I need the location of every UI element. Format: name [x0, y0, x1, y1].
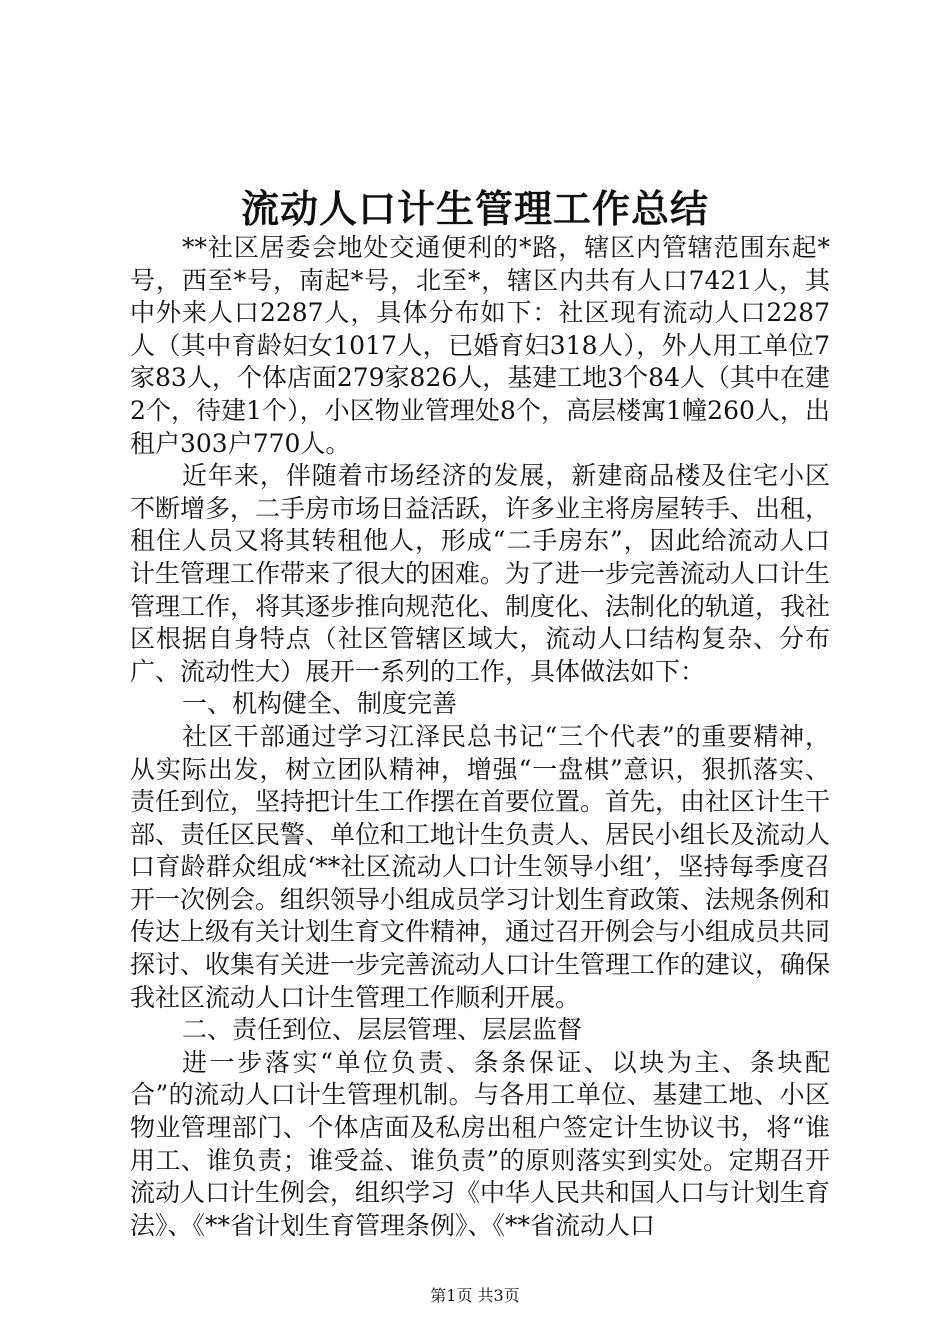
paragraph-population-overview: **社区居委会地处交通便利的*路，辖区内管辖范围东起*号，西至*号，南起*号，北至*，辖区内共有人口7421人，其中外来人口2287人，具体分布如下：社区现有流动人口2287人（其中育龄妇女1017人，已婚育妇318人），外人用工单位7家83人，个体店面279家826人，基建工地3个84人（其中在建2个，待建1个），小区物业管理处8个，高层楼寓1幢260人，出租户303户770人。 [130, 233, 830, 458]
page-footer: 第1页 共3页 [430, 1286, 520, 1305]
paragraph-responsibility: 进一步落实“单位负责、条条保证、以块为主、条块配合”的流动人口计生管理机制。与各用工单位、基建工地、小区物业管理部门、个体店面及私房出租户签定计生协议书，将“谁用工、谁负责；谁受益、谁负责”的原则落实到实处。定期召开流动人口计生例会，组织学习《中华人民共和国人口与计划生育法》、《**省计划生育管理条例》、《**省流动人口 [130, 1047, 831, 1240]
document-title: 流动人口计生管理工作总结 [240, 186, 709, 231]
document-body [130, 232, 830, 1242]
section-heading-1: 一、机构健全、制度完善 [182, 689, 458, 719]
paragraph-organization: 社区干部通过学习江泽民总书记“三个代表”的重要精神，从实际出发，树立团队精神，增强“一盘棋”意识，狠抓落实、责任到位，坚持把计生工作摆在首要位置。首先，由社区计生干部、责任区民警、单位和工地计生负责人、居民小组长及流动人口育龄群众组成‘**社区流动人口计生领导小组’，坚持每季度召开一次例会。组织领导小组成员学习计划生育政策、法规条例和传达上级有关计划生育文件精神，通过召开例会与小组成员共同探讨、收集有关进一步完善流动人口计生管理工作的建议，确保我社区流动人口计生管理工作顺利开展。 [130, 721, 831, 1012]
paragraph-background: 近年来，伴随着市场经济的发展，新建商品楼及住宅小区不断增多，二手房市场日益活跃，许多业主将房屋转手、出租，租住人员又将其转租他人，形成“二手房东”，因此给流动人口计生管理工作带来了很大的困难。为了进一步完善流动人口计生管理工作，将其逐步推向规范化、制度化、法制化的轨道，我社区根据自身特点（社区管辖区域大，流动人口结构复杂、分布广、流动性大）展开一系列的工作，具体做法如下： [130, 461, 831, 686]
section-heading-2: 二、责任到位、层层管理、层层监督 [182, 1015, 583, 1045]
